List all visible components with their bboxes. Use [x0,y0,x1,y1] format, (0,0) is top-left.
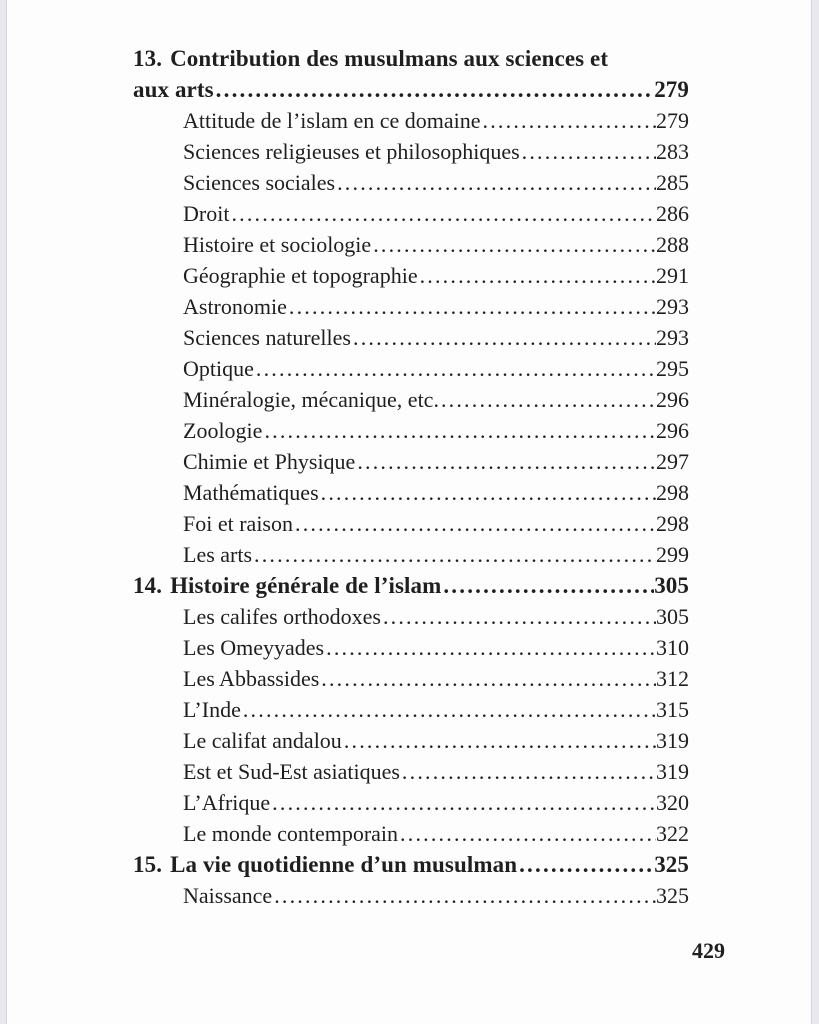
section-page-number: 322 [656,821,689,846]
section-page-number: 298 [656,480,689,505]
dot-leader [373,229,656,260]
section-title: Sciences sociales [183,170,336,195]
dot-leader [321,477,656,508]
dot-leader [243,694,656,725]
section-title: Les Omeyyades [183,635,325,660]
section-title: Géographie et topographie [183,263,418,288]
dot-leader [441,384,656,415]
toc-section-row [133,198,689,229]
section-page-number: 312 [656,666,689,691]
section-page-number: 319 [656,759,689,784]
dot-leader [326,632,656,663]
toc-section-row [133,415,689,446]
section-title: Sciences naturelles [183,325,351,350]
dot-leader [402,756,656,787]
section-title: Les arts [183,542,253,567]
toc-section-row [133,756,689,787]
chapter-number: 14. [133,573,163,598]
section-page-number: 285 [656,170,689,195]
page-folio: 429 [692,938,725,963]
toc-section-row [133,787,689,818]
dot-leader [344,725,656,756]
section-page-number: 296 [656,418,689,443]
section-title: Naissance [183,883,273,908]
page-right-edge [811,0,819,1024]
toc-section-row [133,818,689,849]
section-page-number: 283 [656,139,689,164]
section-page-number: 310 [656,635,689,660]
dot-leader [522,136,656,167]
toc-section-row [133,477,689,508]
toc-chapter-row [133,849,689,880]
section-title: Est et Sud-Est asiatiques [183,759,400,784]
dot-leader [289,291,656,322]
dot-leader [254,539,656,570]
dot-leader [519,849,654,880]
dot-leader [383,601,656,632]
toc-section-row [133,384,689,415]
chapter-title: Histoire générale de l’islam [170,573,442,598]
dot-leader [353,322,656,353]
toc-chapter-row-continued [133,74,689,105]
section-title: Les Abbassides [183,666,320,691]
section-page-number: 293 [656,325,689,350]
section-title: L’Afrique [183,790,271,815]
toc-section-row [133,167,689,198]
page-left-edge [0,0,7,1024]
toc-section-row [133,694,689,725]
dot-leader [274,880,656,911]
dot-leader [272,787,656,818]
section-page-number: 320 [656,790,689,815]
toc-section-row [133,601,689,632]
section-title: Le monde contemporain [183,821,399,846]
section-page-number: 291 [656,263,689,288]
dot-leader [321,663,656,694]
toc-chapter-row [133,570,689,601]
section-title: Droit [183,201,230,226]
section-page-number: 298 [656,511,689,536]
dot-leader [337,167,656,198]
chapter-page-number: 279 [654,77,689,102]
section-page-number: 295 [656,356,689,381]
section-page-number: 296 [656,387,689,412]
section-title: Zoologie [183,418,263,443]
section-page-number: 286 [656,201,689,226]
section-title: Le califat andalou [183,728,342,753]
chapter-page-number: 325 [654,852,689,877]
section-title: Optique [183,356,254,381]
section-title: Histoire et sociologie [183,232,372,257]
dot-leader [256,353,656,384]
section-title: Les califes orthodoxes [183,604,381,629]
section-page-number: 288 [656,232,689,257]
section-page-number: 325 [656,883,689,908]
toc-section-row [133,508,689,539]
toc-section-row [133,105,689,136]
section-title: Mathématiques [183,480,319,505]
section-title: Foi et raison [183,511,293,536]
section-page-number: 293 [656,294,689,319]
toc-section-row [133,260,689,291]
toc-section-row [133,322,689,353]
toc-section-row [133,880,689,911]
chapter-title-continued: aux arts [133,77,214,102]
section-title: Attitude de l’islam en ce domaine [183,108,481,133]
chapter-title: Contribution des musulmans aux sciences et [170,46,609,71]
toc-section-row [133,136,689,167]
dot-leader [357,446,656,477]
dot-leader [483,105,656,136]
toc-section-row [133,446,689,477]
chapter-page-number: 305 [654,573,689,598]
toc-section-row [133,353,689,384]
section-page-number: 279 [656,108,689,133]
toc-section-row [133,632,689,663]
table-of-contents [133,43,689,911]
toc-section-row [133,229,689,260]
chapter-number: 15. [133,852,163,877]
toc-section-row [133,291,689,322]
section-page-number: 315 [656,697,689,722]
section-title: Astronomie [183,294,287,319]
dot-leader [264,415,656,446]
section-title: Minéralogie, mécanique, etc. [183,387,439,412]
section-title: Chimie et Physique [183,449,356,474]
section-page-number: 299 [656,542,689,567]
toc-section-row [133,663,689,694]
dot-leader [420,260,656,291]
section-title: L’Inde [183,697,241,722]
section-page-number: 319 [656,728,689,753]
toc-section-row [133,539,689,570]
chapter-title: La vie quotidienne d’un musulman [170,852,518,877]
dot-leader [216,74,655,105]
toc-chapter-row [133,43,689,74]
toc-section-row [133,725,689,756]
dot-leader [295,508,656,539]
section-title: Sciences religieuses et philosophiques [183,139,520,164]
section-page-number: 305 [656,604,689,629]
dot-leader [400,818,656,849]
chapter-number: 13. [133,46,163,71]
dot-leader [231,198,656,229]
section-page-number: 297 [656,449,689,474]
dot-leader [443,570,654,601]
